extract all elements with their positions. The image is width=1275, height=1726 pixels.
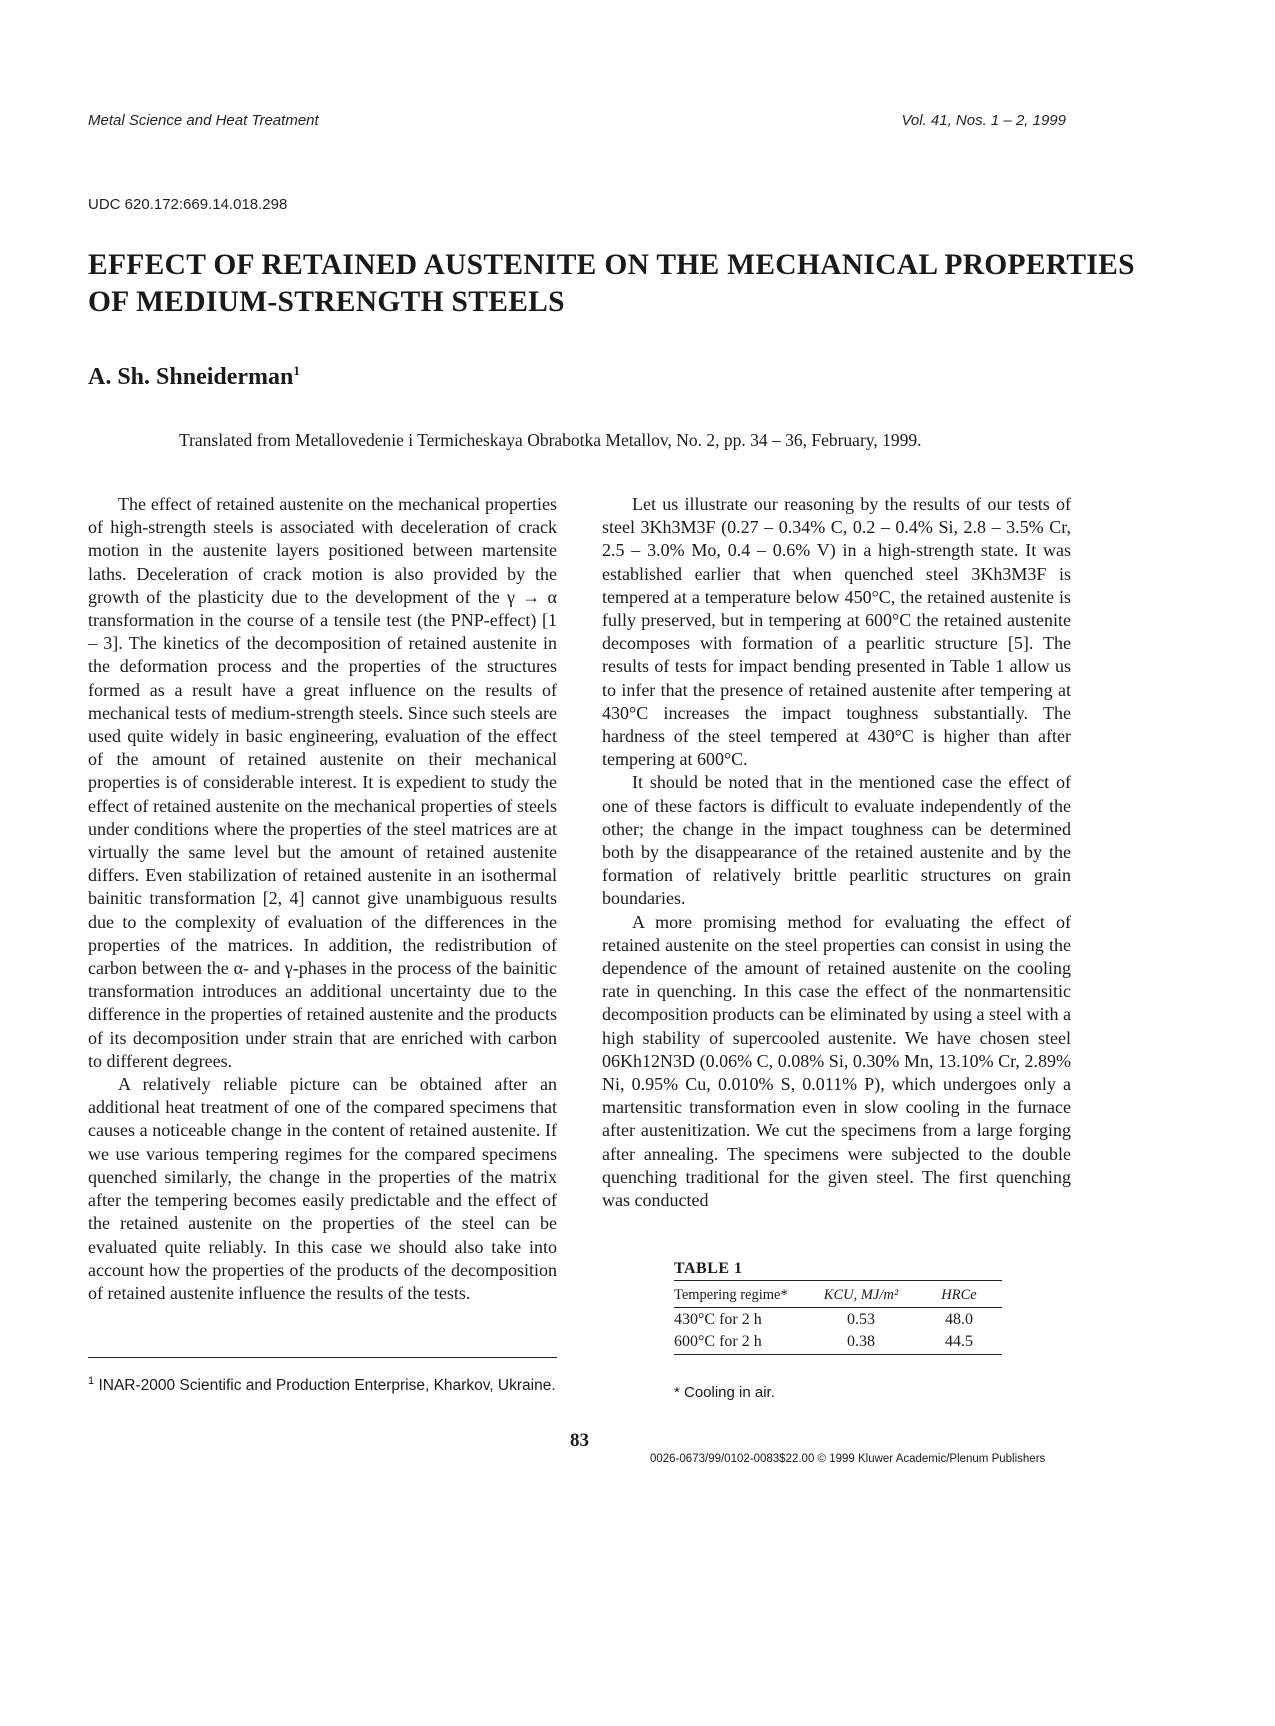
table-cell: 430°C for 2 h [674,1311,762,1328]
author-footnote-mark: 1 [293,363,300,378]
author-name: A. Sh. Shneiderman [88,364,294,390]
title-line-2: OF MEDIUM-STRENGTH STEELS [88,286,565,318]
paper-title [88,247,1135,321]
table-cell: 48.0 [945,1311,973,1328]
title-line-1: EFFECT OF RETAINED AUSTENITE ON THE MECHANICAL PROPERTIES [88,249,1135,281]
right-paragraph-3: A more promising method for evaluating the effect of retained austenite on the steel properties can consist in using the dependence of the amount of retained austenite on the cooling rate in quenching. In this case the effect of the nonmartensitic decomposition products can be eliminated by using a steel with a high stability of supercooled austenite. We have chosen steel 06Kh12N3D (0.06% C, 0.08% Si, 0.30% Mn, 13.10% Cr, 2.89% Ni, 0.95% Cu, 0.010% S, 0.011% P), which undergoes only a martensitic transformation even in slow cooling in the furnace after austenitization. We cut the specimens from a large forging after annealing. The specimens were subjected to the double quenching traditional for the given steel. The first quenching was conducted [602,911,1071,1211]
table-cell: 44.5 [916,1330,1002,1355]
table-header-row [674,1281,1002,1308]
footnote-rule [88,1357,557,1358]
table-cell: 600°C for 2 h [674,1330,806,1355]
table-header-regime: Tempering regime* [674,1281,806,1308]
copyright-line: 0026-0673/99/0102-0083$22.00 © 1999 Kluwer Academic/Plenum Publishers [650,1453,1046,1465]
table-note: * Cooling in air. [674,1384,775,1401]
right-paragraph-1: Let us illustrate our reasoning by the results of our tests of steel 3Kh3M3F (0.27 – 0.34% C, 0.2 – 0.4% Si, 2.8 – 3.5% Cr, 2.5 – 3.0% Mo, 0.4 – 0.6% V) in a high-strength state. It was established earlier that when quenched steel 3Kh3M3F is tempered at a temperature below 450°C, the retained austenite is fully preserved, but in tempering at 600°C the retained austenite decomposes with formation of a pearlitic structure [5]. The results of tests for impact bending presented in Table 1 allow us to infer that the presence of retained austenite after tempering at 430°C increases the impact toughness substantially. The hardness of the steel tempered at 430°C is higher than after tempering at 600°C. [602,494,1071,770]
table-1 [674,1280,1002,1355]
footnote-mark: 1 [88,1375,95,1387]
table-header-hrc: HRCe [916,1281,1002,1308]
table-cell: 0.53 [847,1311,875,1328]
volume-info: Vol. 41, Nos. 1 – 2, 1999 [901,112,1066,129]
table-row [674,1308,1002,1331]
left-paragraph-2: A relatively reliable picture can be obtained after an additional heat treatment of one of the compared specimens that causes a noticeable change in the content of retained austenite. If we use various tempering regimes for the compared specimens quenched similarly, the change in the properties of the matrix after the tempering becomes easily predictable and the effect of the retained austenite on the properties of the steel can be evaluated quite reliably. In this case we should also take into account how the properties of the products of the decomposition of retained austenite influence the results of the tests. [88,1074,557,1303]
udc-code: UDC 620.172:669.14.018.298 [88,196,288,213]
table-label: TABLE 1 [674,1260,743,1277]
page-number: 83 [570,1430,589,1451]
journal-name: Metal Science and Heat Treatment [88,112,319,129]
footnote [88,1371,557,1396]
table-header-kcu: KCU, MJ/m² [806,1281,916,1308]
right-paragraph-2: It should be noted that in the mentioned case the effect of one of these factors is difficult to evaluate independently of the other; the change in the impact toughness can be determined both by the disappearance of the retained austenite and by the formation of relatively brittle pearlitic structures on grain boundaries. [602,772,1071,909]
table-cell: 0.38 [806,1330,916,1355]
translation-note: Translated from Metallovedenie i Termicheskaya Obrabotka Metallov, No. 2, pp. 34 – 36, February, 1999. [179,430,922,450]
left-column [88,493,557,1305]
left-paragraph-1: The effect of retained austenite on the mechanical properties of high-strength steels is associated with deceleration of crack motion in the austenite layers positioned between martensite laths. Deceleration of crack motion is also provided by the growth of the plasticity due to the development of the γ → α transformation in the course of a tensile test (the PNP-effect) [1 – 3]. The kinetics of the decomposition of retained austenite in the deformation process and the properties of the structures formed as a result have a great influence on the results of mechanical tests of medium-strength steels. Since such steels are used quite widely in basic engineering, evaluation of the effect of the amount of retained austenite on their mechanical properties is of considerable interest. It is expedient to study the effect of retained austenite on the mechanical properties of steels under conditions where the properties of the steel matrices are at virtually the same level but the amount of retained austenite differs. Even stabilization of retained austenite in an isothermal bainitic transformation [2, 4] cannot give unambiguous results due to the complexity of evaluation of the differences in the properties of the matrices. In addition, the redistribution of carbon between the α- and γ-phases in the process of the bainitic transformation introduces an additional uncertainty due to the difference in the properties of retained austenite and the products of its decomposition under strain that are enriched with carbon to different degrees. [88,494,557,1071]
footnote-text: INAR-2000 Scientific and Production Enterprise, Kharkov, Ukraine. [98,1377,556,1395]
author [88,363,300,391]
table-row [674,1330,1002,1355]
right-column [602,493,1071,1212]
